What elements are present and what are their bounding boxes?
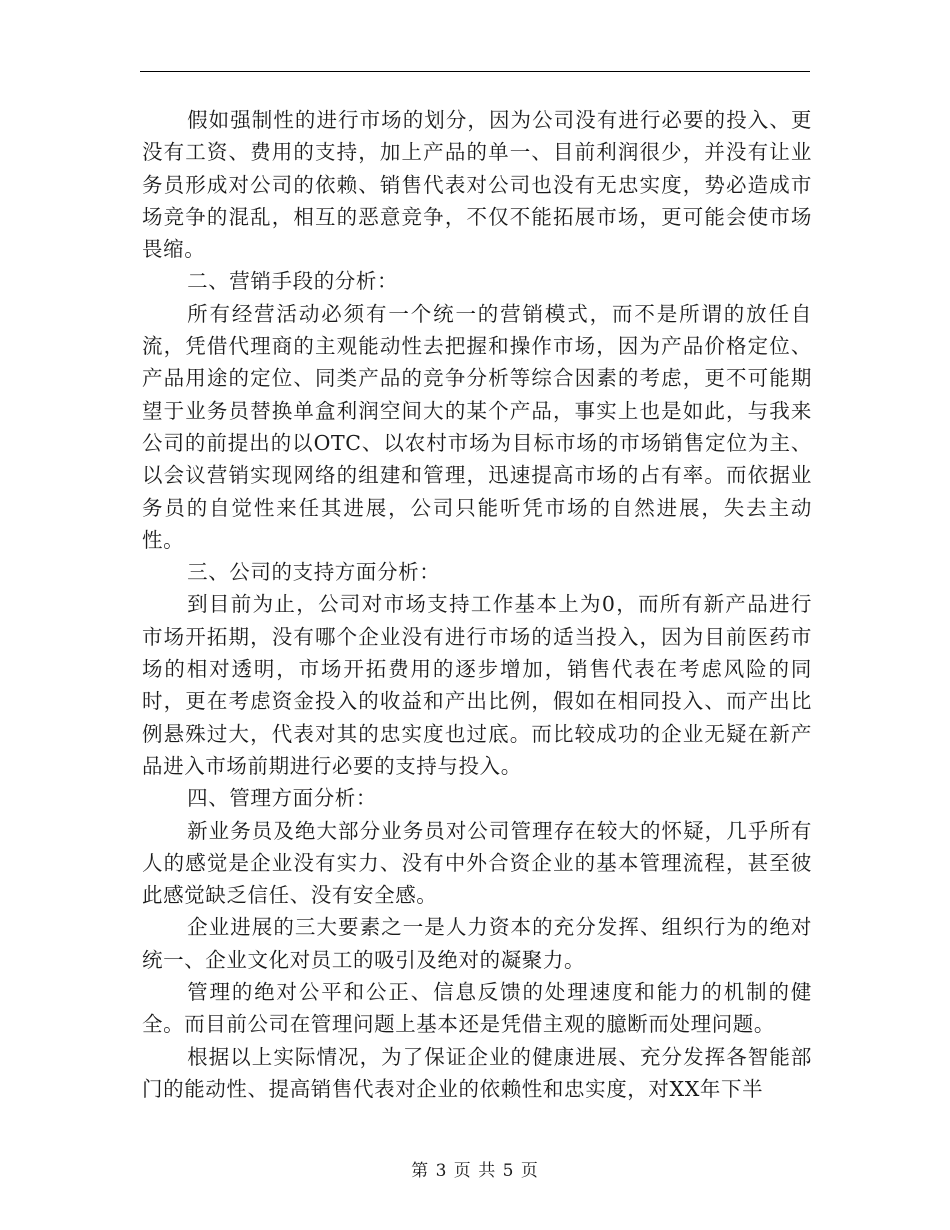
paragraph-fairness: 管理的绝对公平和公正、信息反馈的处理速度和能力的机制的健全。而目前公司在管理问题上基本还是凭借主观的臆断而处理问题。 xyxy=(142,980,812,1037)
heading-marketing-means: 二、营销手段的分析： xyxy=(187,269,399,294)
page-number: 第 3 页 共 5 页 xyxy=(411,1161,539,1181)
document-body xyxy=(142,104,812,1105)
paragraph-three-elements: 企业进展的三大要素之一是人力资本的充分发挥、组织行为的绝对统一、企业文化对员工的吸引及绝对的凝聚力。 xyxy=(142,915,812,972)
paragraph-marketing-model: 所有经营活动必须有一个统一的营销模式，而不是所谓的放任自流，凭借代理商的主观能动性去把握和操作市场，因为产品价格定位、产品用途的定位、同类产品的竞争分析等综合因素的考虑，更不可能期望于业务员替换单盒利润空间大的某个产品，事实上也是如此，与我来公司的前提出的以OTC、以农村市场为目标市场的市场销售定位为主、以会议营销实现网络的组建和管理，迅速提高市场的占有率。而依据业务员的自觉性来任其进展，公司只能听凭市场的自然进展，失去主动性。 xyxy=(142,301,812,552)
paragraph-market-support: 到目前为止，公司对市场支持工作基本上为0，而所有新产品进行市场开拓期，没有哪个企业没有进行市场的适当投入，因为目前医药市场的相对透明，市场开拓费用的逐步增加，销售代表在考虑风险的同时，更在考虑资金投入的收益和产出比例，假如在相同投入、而产出比例悬殊过大，代表对其的忠实度也过底。而比较成功的企业无疑在新产品进入市场前期进行必要的支持与投入。 xyxy=(142,592,812,778)
paragraph-management-doubts: 新业务员及绝大部分业务员对公司管理存在较大的怀疑，几乎所有人的感觉是企业没有实力、没有中外合资企业的基本管理流程，甚至彼此感觉缺乏信任、没有安全感。 xyxy=(142,818,812,908)
heading-management: 四、管理方面分析： xyxy=(187,786,377,811)
heading-company-support: 三、公司的支持方面分析： xyxy=(187,560,441,585)
header-rule xyxy=(140,71,810,72)
paragraph-conclusion: 根据以上实际情况，为了保证企业的健康进展、充分发挥各智能部门的能动性、提高销售代表对企业的依赖性和忠实度，对XX年下半 xyxy=(142,1044,812,1101)
paragraph-market-division: 假如强制性的进行市场的划分，因为公司没有进行必要的投入、更没有工资、费用的支持，加上产品的单一、目前利润很少，并没有让业务员形成对公司的依赖、销售代表对公司也没有无忠实度，势必造成市场竞争的混乱，相互的恶意竞争，不仅不能拓展市场，更可能会使市场畏缩。 xyxy=(142,108,812,262)
